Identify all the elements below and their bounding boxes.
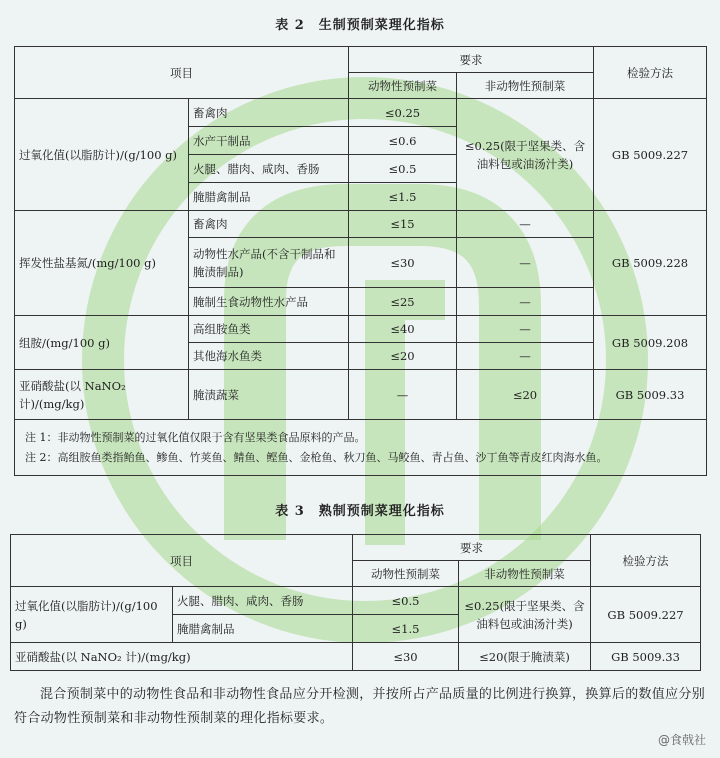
t2-method: GB 5009.228 [594,211,707,316]
table2-title: 表 2 生制预制菜理化指标 [275,18,445,33]
t3-method: GB 5009.227 [591,587,701,643]
mixed-dish-paragraph: 混合预制菜中的动物性食品和非动物性食品应分开检测，并按所占产品质量的比例进行换算，换算后的数值应分别符合动物性预制菜和非动物性预制菜的理化指标要求。 [14,687,706,726]
table3-title: 表 3 熟制预制菜理化指标 [275,504,445,519]
table2 [14,46,707,476]
t2-method: GB 5009.33 [594,370,707,420]
t2-notes [15,420,707,476]
t2-note-2: 注 2：高组胺鱼类指鲐鱼、鲹鱼、竹荚鱼、鲭鱼、鲣鱼、金枪鱼、秋刀鱼、马鲛鱼、青占鱼、沙丁鱼等青皮红肉海水鱼。 [25,450,608,464]
t3-animal-val: ≤30 [353,643,459,671]
t2-animal-val: ≤20 [349,343,457,370]
t2-animal-val: ≤0.6 [349,127,457,155]
t2-sub: 火腿、腊肉、咸肉、香肠 [189,155,349,183]
t2-animal-val: ≤40 [349,316,457,343]
t2-nonanimal-val: — [457,343,594,370]
t2-sub: 水产干制品 [189,127,349,155]
t2-animal-val: — [349,370,457,420]
t3-method: GB 5009.33 [591,643,701,671]
t3-nonanimal-val: ≤0.25(限于坚果类、含油料包或油汤汁类) [459,587,591,643]
t2-nonanimal-val: ≤20 [457,370,594,420]
t3-nonanimal-val: ≤20(限于腌渍菜) [459,643,591,671]
source-logo: @食戟社 [657,733,706,747]
t3-sub: 火腿、腊肉、咸肉、香肠 [173,587,353,615]
t2-item-peroxide: 过氧化值(以脂肪计)/(g/100 g) [15,99,189,211]
t2-note-1: 注 1：非动物性预制菜的过氧化值仅限于含有坚果类食品原料的产品。 [25,430,366,444]
t3-item-peroxide: 过氧化值(以脂肪计)/(g/100 g) [11,587,173,643]
t2-nonanimal-val: — [457,316,594,343]
table3 [10,534,701,671]
t3-head-req: 要求 [353,535,591,561]
t2-sub: 腌渍蔬菜 [189,370,349,420]
t2-nonanimal-val: ≤0.25(限于坚果类、含油料包或油汤汁类) [457,99,594,211]
t3-head-nonanimal: 非动物性预制菜 [459,561,591,587]
t2-item-tvbn: 挥发性盐基氮/(mg/100 g) [15,211,189,316]
t2-method: GB 5009.208 [594,316,707,370]
t2-animal-val: ≤25 [349,288,457,316]
t2-head-method: 检验方法 [594,47,707,99]
t3-head-item: 项目 [11,535,353,587]
t2-head-req: 要求 [349,47,594,73]
t2-nonanimal-val: — [457,238,594,288]
t2-animal-val: ≤30 [349,238,457,288]
t3-head-animal: 动物性预制菜 [353,561,459,587]
t2-sub: 畜禽肉 [189,211,349,238]
t2-nonanimal-val: — [457,211,594,238]
t2-animal-val: ≤0.25 [349,99,457,127]
t3-animal-val: ≤0.5 [353,587,459,615]
t2-sub: 其他海水鱼类 [189,343,349,370]
t2-animal-val: ≤15 [349,211,457,238]
t2-sub: 高组胺鱼类 [189,316,349,343]
t2-head-animal: 动物性预制菜 [349,73,457,99]
t2-sub: 腌制生食动物性水产品 [189,288,349,316]
t2-head-nonanimal: 非动物性预制菜 [457,73,594,99]
t2-item-nitrite: 亚硝酸盐(以 NaNO₂ 计)/(mg/kg) [15,370,189,420]
t2-animal-val: ≤1.5 [349,183,457,211]
t2-method: GB 5009.227 [594,99,707,211]
t3-head-method: 检验方法 [591,535,701,587]
t2-sub: 动物性水产品(不含干制品和腌渍制品) [189,238,349,288]
t2-sub: 畜禽肉 [189,99,349,127]
t2-animal-val: ≤0.5 [349,155,457,183]
t3-sub: 腌腊禽制品 [173,615,353,643]
t2-nonanimal-val: — [457,288,594,316]
t2-item-histamine: 组胺/(mg/100 g) [15,316,189,370]
t3-item-nitrite: 亚硝酸盐(以 NaNO₂ 计)/(mg/kg) [11,643,353,671]
t2-head-item: 项目 [15,47,349,99]
t3-animal-val: ≤1.5 [353,615,459,643]
t2-sub: 腌腊禽制品 [189,183,349,211]
